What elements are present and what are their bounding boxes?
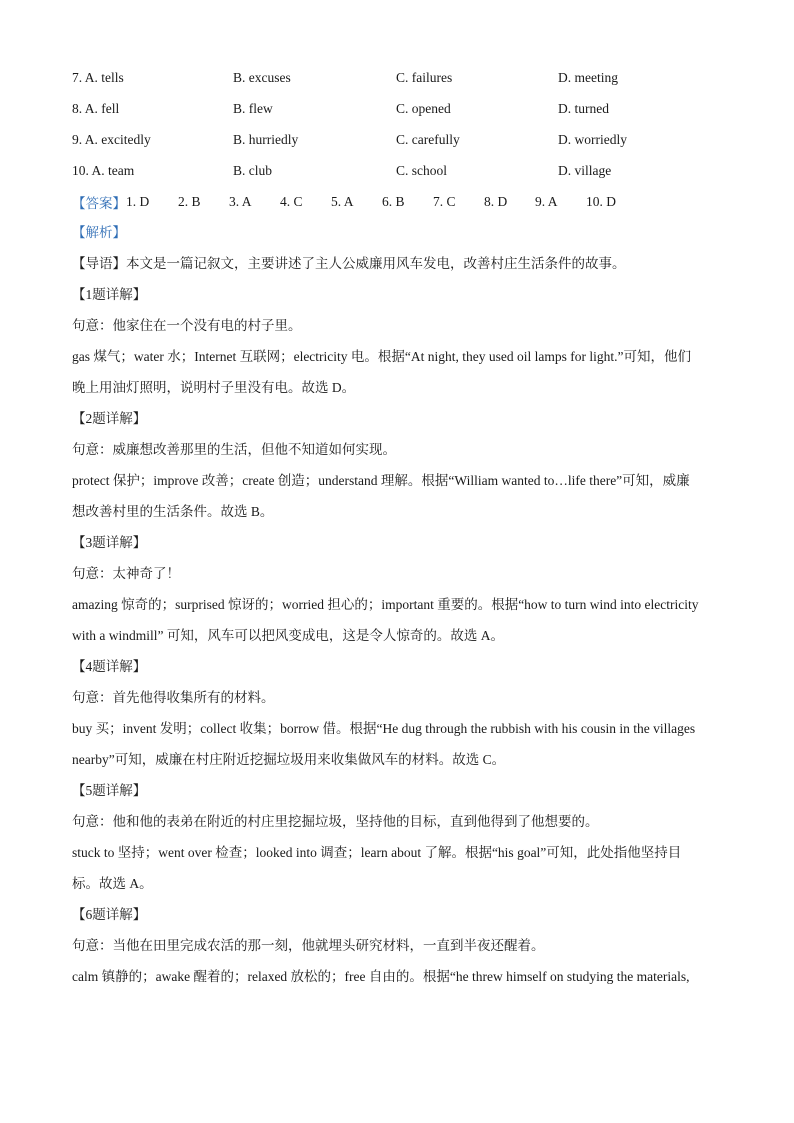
option-b: B. club xyxy=(233,162,272,178)
answer-item: 7. C xyxy=(433,193,456,209)
option-c: C. school xyxy=(396,162,448,178)
answer-item: 8. D xyxy=(484,193,508,209)
answer-item: 2. B xyxy=(178,193,201,209)
option-row-10 xyxy=(72,155,722,186)
option-row-8 xyxy=(72,93,722,124)
guide-tag: 【导语】 xyxy=(72,256,126,271)
option-d: D. worriedly xyxy=(558,131,627,147)
option-c: C. failures xyxy=(396,69,453,85)
detail-explanation-line: amazing 惊奇的；surprised 惊讶的；worried 担心的；important 重要的。根据“how to turn wind into electricity xyxy=(72,597,699,612)
option-d: D. village xyxy=(558,162,612,178)
detail-explanation-line: stuck to 坚持；went over 检查；looked into 调查；learn about 了解。根据“his goal”可知，此处指他坚持目 xyxy=(72,845,682,860)
detail-explanation-line: protect 保护；improve 改善；create 创造；understand 理解。根据“William wanted to…life there”可知，威廉 xyxy=(72,473,690,488)
detail-heading: 【6题详解】 xyxy=(72,907,147,922)
analysis-heading xyxy=(72,217,722,248)
answer-item: 10. D xyxy=(586,193,616,209)
detail-explanation-line: 标。故选 A。 xyxy=(72,876,153,891)
detail-meaning: 句意：首先他得收集所有的材料。 xyxy=(72,690,275,705)
option-b: B. hurriedly xyxy=(233,131,299,147)
option-b: B. excuses xyxy=(233,69,291,85)
detail-explanation-line: nearby”可知，威廉在村庄附近挖掘垃圾用来收集做风车的材料。故选 C。 xyxy=(72,752,506,767)
detail-explanation-line: gas 煤气；water 水；Internet 互联网；electricity 电。根据“At night, they used oil lamps for light.”可知，他们 xyxy=(72,349,692,364)
detail-meaning: 句意：他家住在一个没有电的村子里。 xyxy=(72,318,302,333)
detail-meaning: 句意：威廉想改善那里的生活，但他不知道如何实现。 xyxy=(72,442,396,457)
option-d: D. turned xyxy=(558,100,609,116)
detail-heading: 【5题详解】 xyxy=(72,783,147,798)
answer-tag: 【答案】 xyxy=(72,195,126,211)
detail-heading: 【1题详解】 xyxy=(72,287,147,302)
detail-heading: 【3题详解】 xyxy=(72,535,147,550)
detail-explanation-line: 晚上用油灯照明，说明村子里没有电。故选 D。 xyxy=(72,380,356,395)
option-d: D. meeting xyxy=(558,69,618,85)
detail-explanation-line: 想改善村里的生活条件。故选 B。 xyxy=(72,504,274,519)
answer-item: 3. A xyxy=(229,193,252,209)
option-a: 7. A. tells xyxy=(72,69,124,85)
guide-text: 本文是一篇记叙文，主要讲述了主人公威廉用风车发电，改善村庄生活条件的故事。 xyxy=(126,256,626,271)
detail-meaning: 句意：他和他的表弟在附近的村庄里挖掘垃圾，坚持他的目标，直到他得到了他想要的。 xyxy=(72,814,599,829)
answer-item: 4. C xyxy=(280,193,303,209)
document-page xyxy=(72,62,722,992)
answer-item: 1. D xyxy=(126,193,150,209)
option-row-9 xyxy=(72,124,722,155)
option-c: C. carefully xyxy=(396,131,460,147)
answer-item: 6. B xyxy=(382,193,405,209)
detail-explanation-line: buy 买；invent 发明；collect 收集；borrow 借。根据“He dug through the rubbish with his cousin in the villages xyxy=(72,721,696,736)
detail-meaning: 句意：太神奇了！ xyxy=(72,566,180,581)
answer-item: 5. A xyxy=(331,193,354,209)
detail-heading: 【4题详解】 xyxy=(72,659,147,674)
option-b: B. flew xyxy=(233,100,273,116)
detail-heading: 【2题详解】 xyxy=(72,411,147,426)
option-a: 8. A. fell xyxy=(72,100,120,116)
option-a: 10. A. team xyxy=(72,162,135,178)
guide-line xyxy=(72,248,722,279)
option-a: 9. A. excitedly xyxy=(72,131,151,147)
detail-meaning: 句意：当他在田里完成农活的那一刻，他就埋头研究材料，一直到半夜还醒着。 xyxy=(72,938,545,953)
detail-explanation-line: calm 镇静的；awake 醒着的；relaxed 放松的；free 自由的。根据“he threw himself on studying the materials, xyxy=(72,969,690,984)
detail-explanation-line: with a windmill” 可知，风车可以把风变成电，这是令人惊奇的。故选 A。 xyxy=(72,628,504,643)
option-row-7 xyxy=(72,62,722,93)
option-c: C. opened xyxy=(396,100,451,116)
answer-item: 9. A xyxy=(535,193,558,209)
analysis-tag: 【解析】 xyxy=(72,225,126,240)
answer-row xyxy=(72,186,722,217)
